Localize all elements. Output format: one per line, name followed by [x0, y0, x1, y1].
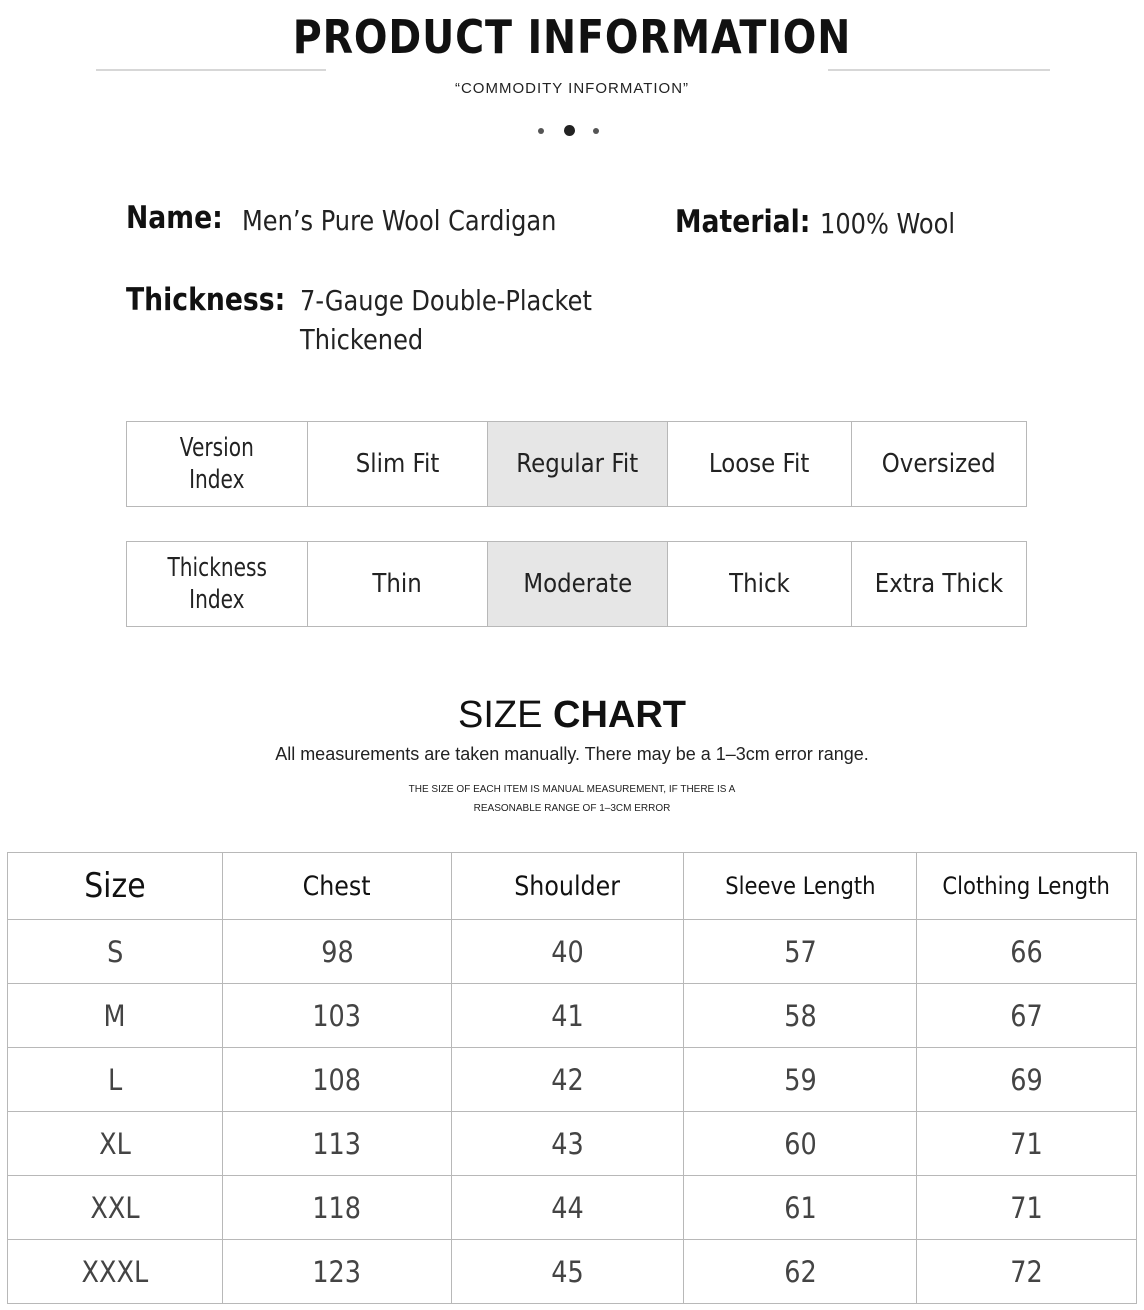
material-value: 100% Wool: [820, 207, 956, 240]
table-row: [8, 1048, 1137, 1112]
cell-clothing-length: 67: [917, 984, 1137, 1048]
size-chart-table: [7, 852, 1137, 1304]
cell-sleeve-length: 60: [684, 1112, 917, 1176]
thickness-option-extra-thick: Extra Thick: [852, 542, 1027, 627]
cell-clothing-length: 66: [917, 920, 1137, 984]
version-option-loose-fit: Loose Fit: [668, 422, 852, 507]
cell-sleeve-length: 57: [684, 920, 917, 984]
cell-shoulder: 40: [452, 920, 684, 984]
cell-shoulder: 41: [452, 984, 684, 1048]
version-index-table: [126, 421, 1027, 507]
table-row: [8, 920, 1137, 984]
cell-shoulder: 42: [452, 1048, 684, 1112]
cell-sleeve-length: 62: [684, 1240, 917, 1304]
table-row: [8, 1112, 1137, 1176]
version-option-regular-fit: Regular Fit: [488, 422, 668, 507]
cell-chest: 123: [223, 1240, 452, 1304]
carousel-dot-icon: [538, 128, 544, 134]
cell-shoulder: 43: [452, 1112, 684, 1176]
title-rule-left: [96, 69, 326, 71]
thickness-value-line2: Thickened: [300, 323, 424, 356]
size-chart-note: All measurements are taken manually. There may be a 1–3cm error range.: [275, 744, 869, 764]
cell-shoulder: 45: [452, 1240, 684, 1304]
thickness-index-table: [126, 541, 1027, 627]
cell-sleeve-length: 59: [684, 1048, 917, 1112]
page-subtitle: “COMMODITY INFORMATION”: [454, 80, 690, 97]
cell-shoulder: 44: [452, 1176, 684, 1240]
column-header-shoulder: Shoulder: [452, 853, 684, 920]
column-header-sleeve-length: Sleeve Length: [684, 853, 917, 920]
size-chart-title: SIZE CHART: [457, 694, 686, 736]
cell-chest: 113: [223, 1112, 452, 1176]
version-index-label: Version Index: [127, 422, 308, 507]
column-header-clothing-length: Clothing Length: [917, 853, 1137, 920]
carousel-dot-active-icon: [564, 125, 575, 136]
cell-chest: 98: [223, 920, 452, 984]
cell-clothing-length: 69: [917, 1048, 1137, 1112]
thickness-option-thick: Thick: [668, 542, 852, 627]
table-row: [8, 984, 1137, 1048]
thickness-label: Thickness:: [126, 282, 286, 318]
name-label: Name:: [126, 200, 223, 236]
version-option-slim-fit: Slim Fit: [308, 422, 488, 507]
cell-size: S: [8, 920, 223, 984]
thickness-index-label: Thickness Index: [127, 542, 308, 627]
carousel-dot-icon: [593, 128, 599, 134]
cell-size: M: [8, 984, 223, 1048]
cell-size: XXL: [8, 1176, 223, 1240]
version-option-oversized: Oversized: [852, 422, 1027, 507]
cell-clothing-length: 71: [917, 1112, 1137, 1176]
thickness-option-thin: Thin: [308, 542, 488, 627]
cell-chest: 108: [223, 1048, 452, 1112]
column-header-chest: Chest: [223, 853, 452, 920]
cell-size: XXXL: [8, 1240, 223, 1304]
size-table-header: [8, 853, 1137, 920]
size-chart-note-small: THE SIZE OF EACH ITEM IS MANUAL MEASUREMENT, IF THERE IS A REASONABLE RANGE OF 1–3CM ERROR: [408, 784, 736, 814]
column-header-size: Size: [8, 853, 223, 920]
table-row: [8, 1176, 1137, 1240]
page-title: PRODUCT INFORMATION: [292, 10, 852, 64]
table-row: [8, 1240, 1137, 1304]
cell-size: L: [8, 1048, 223, 1112]
cell-clothing-length: 71: [917, 1176, 1137, 1240]
name-value: Men’s Pure Wool Cardigan: [242, 204, 557, 237]
cell-chest: 103: [223, 984, 452, 1048]
cell-sleeve-length: 58: [684, 984, 917, 1048]
cell-size: XL: [8, 1112, 223, 1176]
thickness-value-line1: 7-Gauge Double-Placket: [300, 284, 592, 317]
cell-sleeve-length: 61: [684, 1176, 917, 1240]
cell-clothing-length: 72: [917, 1240, 1137, 1304]
cell-chest: 118: [223, 1176, 452, 1240]
title-rule-right: [828, 69, 1050, 71]
thickness-option-moderate: Moderate: [488, 542, 668, 627]
material-label: Material:: [675, 204, 811, 240]
